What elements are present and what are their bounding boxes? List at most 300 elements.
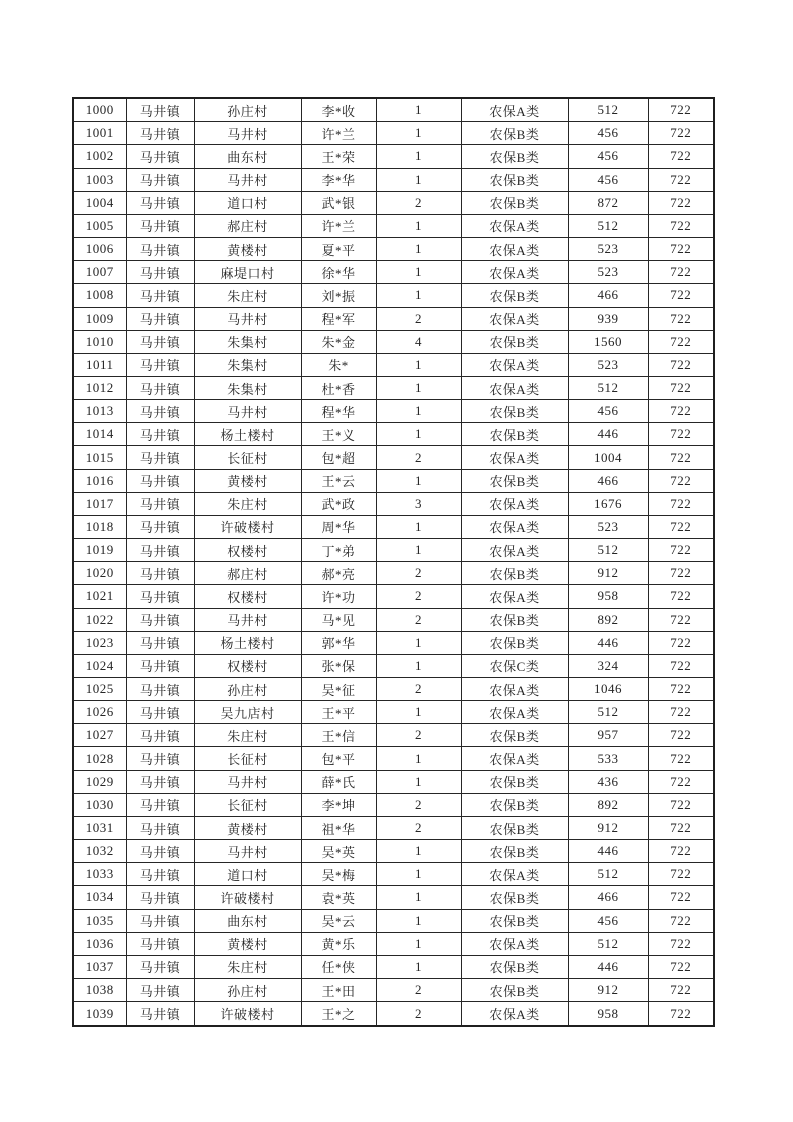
cell-person-name: 许*兰 — [301, 122, 376, 145]
cell-insurance-category: 农保A类 — [461, 238, 568, 261]
cell-person-count: 1 — [376, 238, 461, 261]
cell-person-name: 任*侠 — [301, 955, 376, 978]
cell-person-count: 1 — [376, 353, 461, 376]
cell-amount: 446 — [568, 840, 648, 863]
cell-amount: 512 — [568, 376, 648, 399]
cell-town: 马井镇 — [126, 886, 194, 909]
cell-person-count: 1 — [376, 284, 461, 307]
cell-village: 孙庄村 — [194, 979, 301, 1002]
cell-serial-number: 1017 — [73, 492, 126, 515]
cell-serial-number: 1028 — [73, 747, 126, 770]
table-row — [73, 98, 714, 122]
table-row — [73, 539, 714, 562]
cell-town: 马井镇 — [126, 446, 194, 469]
cell-person-count: 1 — [376, 423, 461, 446]
table-row — [73, 261, 714, 284]
cell-person-name: 吴*征 — [301, 678, 376, 701]
cell-code: 722 — [648, 631, 714, 654]
cell-person-count: 2 — [376, 1002, 461, 1026]
cell-code: 722 — [648, 1002, 714, 1026]
cell-insurance-category: 农保B类 — [461, 284, 568, 307]
cell-person-count: 1 — [376, 469, 461, 492]
cell-person-count: 1 — [376, 863, 461, 886]
cell-amount: 456 — [568, 122, 648, 145]
cell-code: 722 — [648, 979, 714, 1002]
cell-town: 马井镇 — [126, 770, 194, 793]
cell-amount: 446 — [568, 423, 648, 446]
cell-village: 孙庄村 — [194, 98, 301, 122]
cell-person-name: 刘*振 — [301, 284, 376, 307]
cell-serial-number: 1033 — [73, 863, 126, 886]
cell-town: 马井镇 — [126, 98, 194, 122]
cell-village: 权楼村 — [194, 539, 301, 562]
cell-amount: 892 — [568, 608, 648, 631]
cell-amount: 939 — [568, 307, 648, 330]
cell-insurance-category: 农保A类 — [461, 863, 568, 886]
table-row — [73, 979, 714, 1002]
cell-amount: 1676 — [568, 492, 648, 515]
cell-serial-number: 1011 — [73, 353, 126, 376]
cell-insurance-category: 农保B类 — [461, 469, 568, 492]
cell-serial-number: 1014 — [73, 423, 126, 446]
cell-person-name: 李*收 — [301, 98, 376, 122]
cell-town: 马井镇 — [126, 469, 194, 492]
cell-person-name: 郭*华 — [301, 631, 376, 654]
cell-person-count: 1 — [376, 261, 461, 284]
cell-person-count: 1 — [376, 840, 461, 863]
cell-town: 马井镇 — [126, 932, 194, 955]
cell-code: 722 — [648, 816, 714, 839]
cell-village: 马井村 — [194, 770, 301, 793]
cell-village: 朱集村 — [194, 376, 301, 399]
cell-village: 马井村 — [194, 840, 301, 863]
cell-insurance-category: 农保B类 — [461, 562, 568, 585]
cell-person-name: 许*兰 — [301, 214, 376, 237]
table-row — [73, 214, 714, 237]
cell-amount: 523 — [568, 515, 648, 538]
cell-serial-number: 1036 — [73, 932, 126, 955]
cell-amount: 872 — [568, 191, 648, 214]
table-row — [73, 168, 714, 191]
cell-amount: 446 — [568, 631, 648, 654]
cell-code: 722 — [648, 376, 714, 399]
cell-person-count: 1 — [376, 168, 461, 191]
cell-person-name: 王*信 — [301, 724, 376, 747]
table-row — [73, 724, 714, 747]
cell-town: 马井镇 — [126, 585, 194, 608]
cell-person-name: 郝*亮 — [301, 562, 376, 585]
cell-code: 722 — [648, 654, 714, 677]
table-row — [73, 145, 714, 168]
cell-village: 黄楼村 — [194, 469, 301, 492]
cell-village: 朱庄村 — [194, 492, 301, 515]
table-row — [73, 608, 714, 631]
table-row — [73, 701, 714, 724]
cell-serial-number: 1013 — [73, 400, 126, 423]
cell-insurance-category: 农保A类 — [461, 585, 568, 608]
cell-code: 722 — [648, 98, 714, 122]
cell-insurance-category: 农保B类 — [461, 423, 568, 446]
cell-serial-number: 1015 — [73, 446, 126, 469]
cell-code: 722 — [648, 145, 714, 168]
cell-insurance-category: 农保C类 — [461, 654, 568, 677]
cell-amount: 436 — [568, 770, 648, 793]
cell-person-name: 程*军 — [301, 307, 376, 330]
cell-code: 722 — [648, 701, 714, 724]
cell-person-count: 1 — [376, 145, 461, 168]
cell-village: 许破楼村 — [194, 886, 301, 909]
cell-person-name: 王*田 — [301, 979, 376, 1002]
cell-person-name: 马*见 — [301, 608, 376, 631]
table-row — [73, 400, 714, 423]
cell-village: 马井村 — [194, 168, 301, 191]
cell-insurance-category: 农保B类 — [461, 724, 568, 747]
cell-person-count: 1 — [376, 770, 461, 793]
cell-village: 权楼村 — [194, 654, 301, 677]
cell-amount: 892 — [568, 793, 648, 816]
cell-village: 曲东村 — [194, 909, 301, 932]
cell-serial-number: 1024 — [73, 654, 126, 677]
cell-person-name: 朱*金 — [301, 330, 376, 353]
table-row — [73, 562, 714, 585]
cell-insurance-category: 农保A类 — [461, 261, 568, 284]
cell-person-count: 2 — [376, 793, 461, 816]
cell-insurance-category: 农保A类 — [461, 678, 568, 701]
cell-serial-number: 1031 — [73, 816, 126, 839]
cell-village: 马井村 — [194, 307, 301, 330]
cell-town: 马井镇 — [126, 492, 194, 515]
cell-person-count: 2 — [376, 446, 461, 469]
cell-village: 孙庄村 — [194, 678, 301, 701]
cell-serial-number: 1022 — [73, 608, 126, 631]
cell-insurance-category: 农保B类 — [461, 631, 568, 654]
cell-town: 马井镇 — [126, 747, 194, 770]
cell-code: 722 — [648, 863, 714, 886]
cell-amount: 512 — [568, 98, 648, 122]
cell-serial-number: 1004 — [73, 191, 126, 214]
cell-town: 马井镇 — [126, 284, 194, 307]
cell-person-name: 朱* — [301, 353, 376, 376]
cell-town: 马井镇 — [126, 955, 194, 978]
table-row — [73, 955, 714, 978]
cell-person-name: 吴*云 — [301, 909, 376, 932]
cell-town: 马井镇 — [126, 816, 194, 839]
cell-person-count: 1 — [376, 98, 461, 122]
cell-serial-number: 1029 — [73, 770, 126, 793]
cell-insurance-category: 农保B类 — [461, 886, 568, 909]
cell-village: 道口村 — [194, 191, 301, 214]
cell-amount: 912 — [568, 816, 648, 839]
cell-insurance-category: 农保A类 — [461, 446, 568, 469]
cell-town: 马井镇 — [126, 353, 194, 376]
cell-serial-number: 1006 — [73, 238, 126, 261]
cell-code: 722 — [648, 955, 714, 978]
table-row — [73, 886, 714, 909]
table-row — [73, 307, 714, 330]
cell-village: 黄楼村 — [194, 816, 301, 839]
cell-amount: 512 — [568, 932, 648, 955]
table-row — [73, 423, 714, 446]
cell-serial-number: 1027 — [73, 724, 126, 747]
table-row — [73, 678, 714, 701]
cell-code: 722 — [648, 353, 714, 376]
cell-insurance-category: 农保B类 — [461, 145, 568, 168]
cell-person-count: 1 — [376, 376, 461, 399]
table-row — [73, 284, 714, 307]
cell-amount: 466 — [568, 469, 648, 492]
cell-serial-number: 1020 — [73, 562, 126, 585]
cell-town: 马井镇 — [126, 423, 194, 446]
table-row — [73, 909, 714, 932]
cell-person-name: 袁*英 — [301, 886, 376, 909]
cell-serial-number: 1026 — [73, 701, 126, 724]
cell-amount: 456 — [568, 168, 648, 191]
cell-amount: 446 — [568, 955, 648, 978]
cell-village: 朱集村 — [194, 353, 301, 376]
cell-code: 722 — [648, 886, 714, 909]
cell-village: 长征村 — [194, 446, 301, 469]
cell-serial-number: 1039 — [73, 1002, 126, 1026]
cell-village: 朱庄村 — [194, 724, 301, 747]
cell-code: 722 — [648, 400, 714, 423]
cell-village: 郝庄村 — [194, 562, 301, 585]
cell-amount: 466 — [568, 284, 648, 307]
cell-person-count: 3 — [376, 492, 461, 515]
cell-amount: 958 — [568, 1002, 648, 1026]
cell-person-name: 丁*弟 — [301, 539, 376, 562]
cell-insurance-category: 农保A类 — [461, 539, 568, 562]
cell-village: 朱集村 — [194, 330, 301, 353]
cell-person-name: 王*平 — [301, 701, 376, 724]
cell-insurance-category: 农保A类 — [461, 747, 568, 770]
cell-person-count: 2 — [376, 724, 461, 747]
cell-insurance-category: 农保B类 — [461, 608, 568, 631]
table-row — [73, 191, 714, 214]
cell-serial-number: 1037 — [73, 955, 126, 978]
cell-village: 马井村 — [194, 400, 301, 423]
cell-village: 道口村 — [194, 863, 301, 886]
table-row — [73, 816, 714, 839]
table-row — [73, 631, 714, 654]
cell-code: 722 — [648, 492, 714, 515]
benefit-roster-table — [72, 97, 715, 1027]
table-row — [73, 932, 714, 955]
table-row — [73, 376, 714, 399]
cell-town: 马井镇 — [126, 261, 194, 284]
cell-insurance-category: 农保B类 — [461, 955, 568, 978]
table-body — [73, 98, 714, 1026]
cell-amount: 533 — [568, 747, 648, 770]
cell-village: 麻堤口村 — [194, 261, 301, 284]
cell-village: 朱庄村 — [194, 955, 301, 978]
cell-village: 马井村 — [194, 608, 301, 631]
cell-village: 黄楼村 — [194, 932, 301, 955]
cell-insurance-category: 农保A类 — [461, 515, 568, 538]
cell-insurance-category: 农保B类 — [461, 816, 568, 839]
cell-insurance-category: 农保A类 — [461, 701, 568, 724]
cell-insurance-category: 农保B类 — [461, 979, 568, 1002]
cell-town: 马井镇 — [126, 863, 194, 886]
cell-amount: 523 — [568, 261, 648, 284]
table-row — [73, 330, 714, 353]
cell-person-name: 薛*氏 — [301, 770, 376, 793]
cell-village: 曲东村 — [194, 145, 301, 168]
cell-town: 马井镇 — [126, 515, 194, 538]
cell-insurance-category: 农保A类 — [461, 492, 568, 515]
cell-insurance-category: 农保B类 — [461, 168, 568, 191]
cell-serial-number: 1025 — [73, 678, 126, 701]
cell-amount: 456 — [568, 400, 648, 423]
cell-serial-number: 1023 — [73, 631, 126, 654]
cell-person-count: 4 — [376, 330, 461, 353]
cell-person-count: 2 — [376, 608, 461, 631]
cell-village: 许破楼村 — [194, 515, 301, 538]
cell-insurance-category: 农保B类 — [461, 330, 568, 353]
cell-serial-number: 1007 — [73, 261, 126, 284]
cell-amount: 1004 — [568, 446, 648, 469]
cell-town: 马井镇 — [126, 400, 194, 423]
cell-person-name: 程*华 — [301, 400, 376, 423]
cell-amount: 324 — [568, 654, 648, 677]
cell-person-name: 许*功 — [301, 585, 376, 608]
cell-serial-number: 1030 — [73, 793, 126, 816]
cell-amount: 1046 — [568, 678, 648, 701]
cell-village: 马井村 — [194, 122, 301, 145]
cell-insurance-category: 农保B类 — [461, 400, 568, 423]
cell-town: 马井镇 — [126, 1002, 194, 1026]
cell-person-count: 1 — [376, 701, 461, 724]
cell-town: 马井镇 — [126, 840, 194, 863]
cell-person-count: 1 — [376, 539, 461, 562]
cell-person-name: 王*之 — [301, 1002, 376, 1026]
cell-town: 马井镇 — [126, 238, 194, 261]
cell-town: 马井镇 — [126, 793, 194, 816]
cell-person-name: 徐*华 — [301, 261, 376, 284]
cell-amount: 958 — [568, 585, 648, 608]
cell-town: 马井镇 — [126, 678, 194, 701]
table-row — [73, 515, 714, 538]
cell-person-name: 包*超 — [301, 446, 376, 469]
table-row — [73, 840, 714, 863]
cell-person-count: 1 — [376, 631, 461, 654]
cell-code: 722 — [648, 539, 714, 562]
cell-serial-number: 1005 — [73, 214, 126, 237]
cell-code: 722 — [648, 168, 714, 191]
cell-serial-number: 1032 — [73, 840, 126, 863]
cell-code: 722 — [648, 585, 714, 608]
cell-insurance-category: 农保B类 — [461, 191, 568, 214]
cell-amount: 523 — [568, 353, 648, 376]
cell-person-count: 2 — [376, 979, 461, 1002]
cell-person-name: 包*平 — [301, 747, 376, 770]
cell-town: 马井镇 — [126, 979, 194, 1002]
table-row — [73, 446, 714, 469]
cell-serial-number: 1038 — [73, 979, 126, 1002]
cell-town: 马井镇 — [126, 191, 194, 214]
cell-village: 朱庄村 — [194, 284, 301, 307]
cell-town: 马井镇 — [126, 168, 194, 191]
cell-person-count: 1 — [376, 400, 461, 423]
cell-code: 722 — [648, 747, 714, 770]
cell-code: 722 — [648, 261, 714, 284]
cell-insurance-category: 农保B类 — [461, 909, 568, 932]
cell-town: 马井镇 — [126, 701, 194, 724]
cell-serial-number: 1021 — [73, 585, 126, 608]
cell-code: 722 — [648, 909, 714, 932]
cell-village: 郝庄村 — [194, 214, 301, 237]
cell-code: 722 — [648, 793, 714, 816]
cell-town: 马井镇 — [126, 122, 194, 145]
cell-code: 722 — [648, 770, 714, 793]
cell-amount: 523 — [568, 238, 648, 261]
table-row — [73, 793, 714, 816]
cell-town: 马井镇 — [126, 654, 194, 677]
cell-amount: 512 — [568, 214, 648, 237]
table-row — [73, 492, 714, 515]
cell-person-name: 周*华 — [301, 515, 376, 538]
cell-insurance-category: 农保B类 — [461, 793, 568, 816]
cell-insurance-category: 农保A类 — [461, 98, 568, 122]
cell-amount: 912 — [568, 562, 648, 585]
cell-serial-number: 1001 — [73, 122, 126, 145]
cell-amount: 456 — [568, 145, 648, 168]
cell-amount: 512 — [568, 539, 648, 562]
cell-insurance-category: 农保A类 — [461, 932, 568, 955]
cell-code: 722 — [648, 562, 714, 585]
cell-amount: 957 — [568, 724, 648, 747]
cell-person-count: 2 — [376, 816, 461, 839]
cell-code: 722 — [648, 515, 714, 538]
cell-code: 722 — [648, 446, 714, 469]
cell-code: 722 — [648, 122, 714, 145]
table-row — [73, 238, 714, 261]
cell-person-count: 1 — [376, 747, 461, 770]
cell-serial-number: 1034 — [73, 886, 126, 909]
cell-serial-number: 1019 — [73, 539, 126, 562]
cell-village: 杨土楼村 — [194, 423, 301, 446]
cell-code: 722 — [648, 238, 714, 261]
cell-town: 马井镇 — [126, 330, 194, 353]
cell-town: 马井镇 — [126, 539, 194, 562]
cell-person-count: 2 — [376, 678, 461, 701]
cell-person-name: 李*坤 — [301, 793, 376, 816]
cell-code: 722 — [648, 330, 714, 353]
table-row — [73, 353, 714, 376]
cell-town: 马井镇 — [126, 376, 194, 399]
cell-serial-number: 1018 — [73, 515, 126, 538]
cell-serial-number: 1010 — [73, 330, 126, 353]
cell-village: 黄楼村 — [194, 238, 301, 261]
cell-town: 马井镇 — [126, 608, 194, 631]
cell-person-name: 武*银 — [301, 191, 376, 214]
cell-person-name: 祖*华 — [301, 816, 376, 839]
cell-person-count: 1 — [376, 122, 461, 145]
cell-amount: 912 — [568, 979, 648, 1002]
cell-serial-number: 1016 — [73, 469, 126, 492]
cell-person-name: 王*荣 — [301, 145, 376, 168]
table-row — [73, 770, 714, 793]
cell-town: 马井镇 — [126, 724, 194, 747]
cell-person-count: 2 — [376, 562, 461, 585]
cell-person-name: 夏*平 — [301, 238, 376, 261]
table-row — [73, 122, 714, 145]
cell-code: 722 — [648, 284, 714, 307]
cell-code: 722 — [648, 840, 714, 863]
cell-person-count: 1 — [376, 932, 461, 955]
cell-town: 马井镇 — [126, 307, 194, 330]
table-row — [73, 1002, 714, 1026]
cell-person-name: 吴*梅 — [301, 863, 376, 886]
